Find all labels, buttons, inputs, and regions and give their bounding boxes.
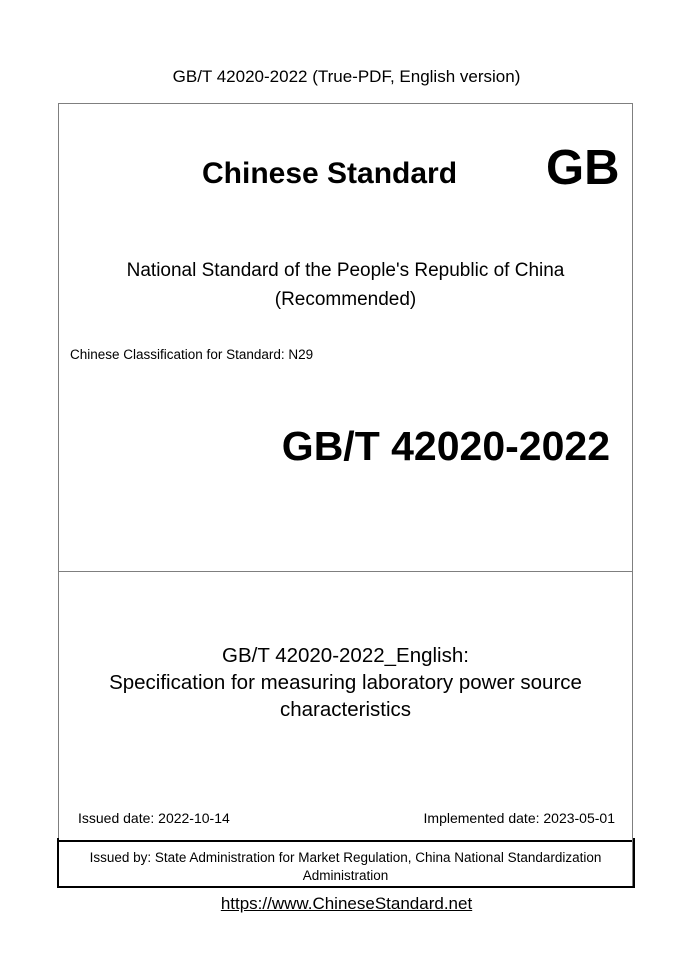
- document-title-line-3: characteristics: [279, 698, 411, 721]
- issuer-box: [59, 840, 632, 886]
- issued-date: Issued date: 2022-10-14: [78, 810, 230, 826]
- page-header-title: GB/T 42020-2022 (True-PDF, English version): [172, 67, 521, 86]
- footer-link-container: [0, 893, 693, 915]
- issuer-line-1: Issued by: State Administration for Market Regulation, China National Standardization: [89, 850, 602, 865]
- classification-text: Chinese Classification for Standard: N29: [70, 347, 314, 362]
- gb-mark: GB: [546, 141, 620, 195]
- national-standard-title: [59, 256, 632, 314]
- issuer-text: [67, 849, 624, 885]
- issuer-box-bottom-border: [58, 886, 634, 888]
- document-title-line-1: GB/T 42020-2022_English:: [222, 644, 469, 667]
- standard-code: GB/T 42020-2022: [281, 423, 610, 469]
- cover-lower-panel: [59, 571, 632, 841]
- issuer-box-left-border: [57, 838, 59, 888]
- website-link[interactable]: https://www.ChineseStandard.net: [220, 894, 473, 913]
- issuer-box-right-border: [633, 838, 635, 888]
- document-title: [59, 642, 632, 723]
- national-title-line-2: (Recommended): [274, 289, 417, 310]
- document-title-line-2: Specification for measuring laboratory power source: [109, 671, 582, 694]
- cover-upper-panel: [59, 104, 632, 572]
- issuer-line-2: Administration: [302, 868, 389, 883]
- national-title-line-1: National Standard of the People's Republic of China: [126, 260, 565, 281]
- standard-label: Chinese Standard: [202, 157, 458, 190]
- implemented-date: Implemented date: 2023-05-01: [423, 810, 615, 826]
- cover-frame: [58, 103, 633, 887]
